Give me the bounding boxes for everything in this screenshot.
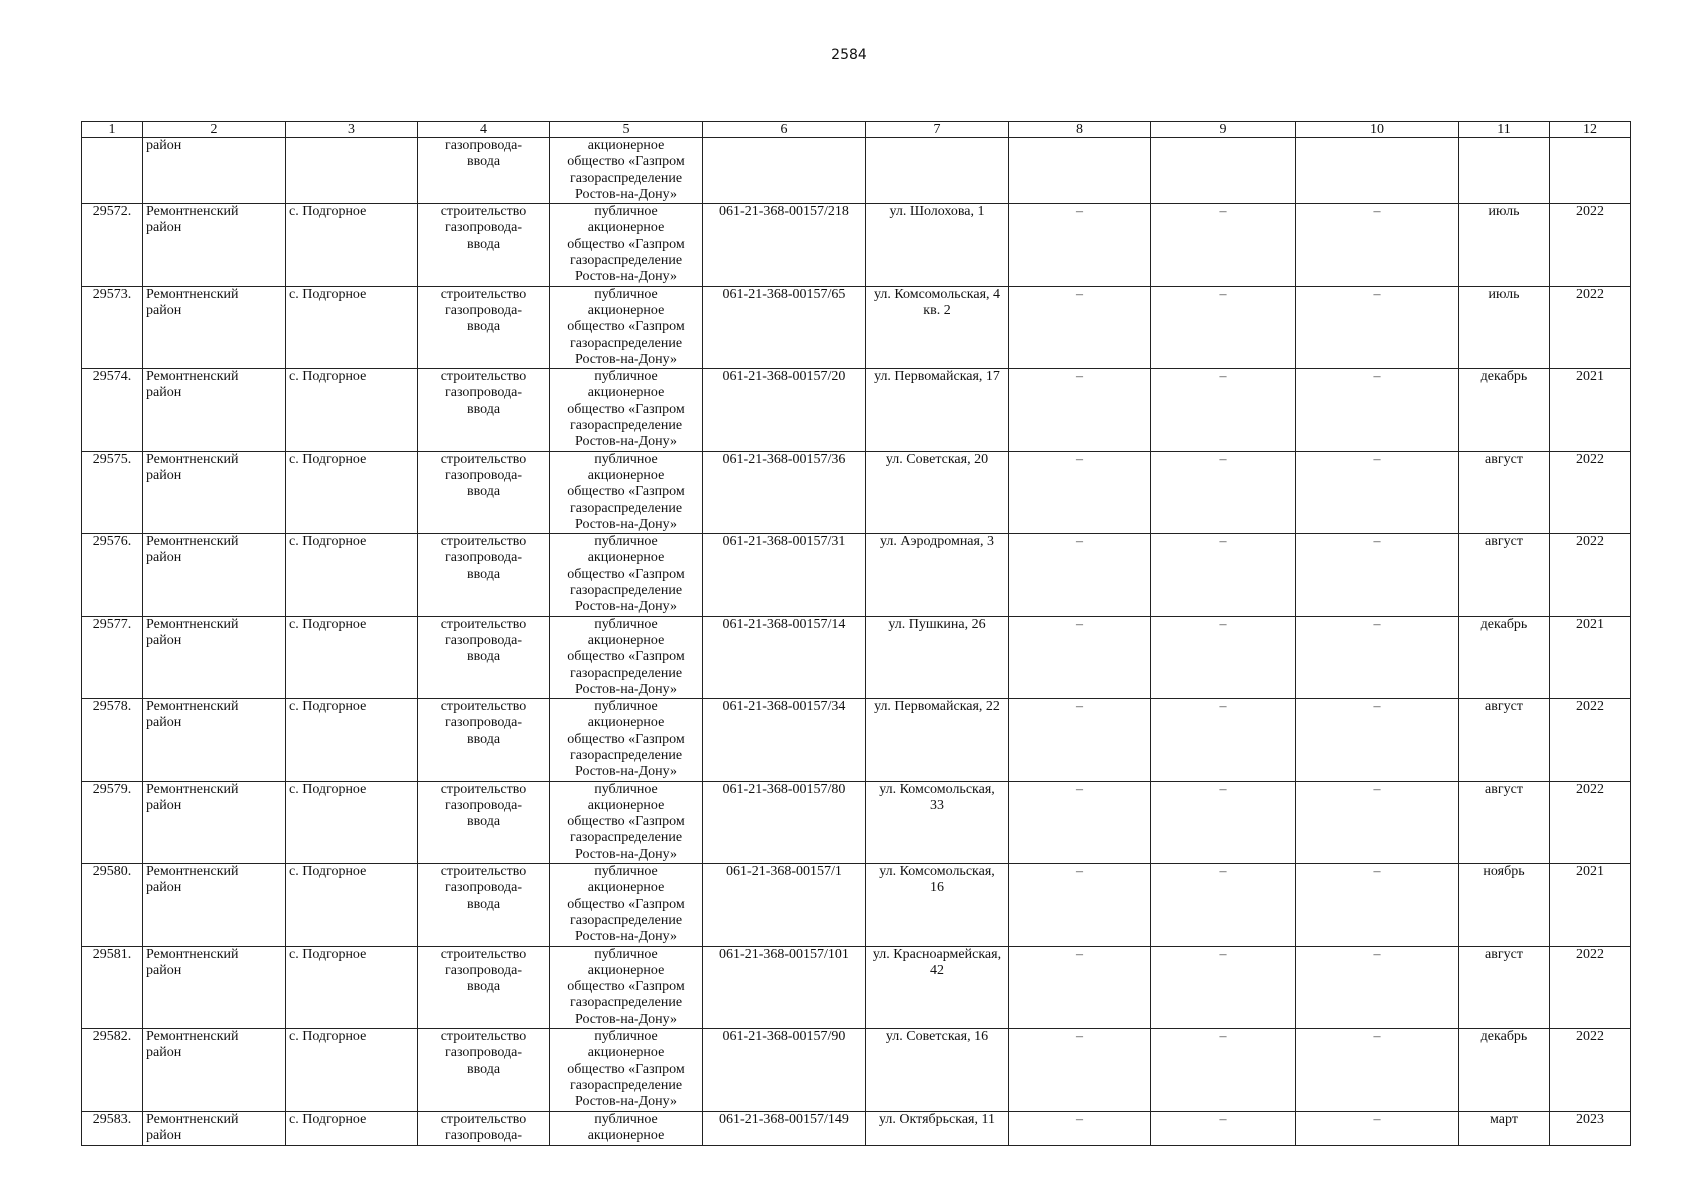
header-cell: 12	[1550, 122, 1631, 138]
cell-organization: публичное акционерное общество «Газпром газораспределение Ростов-на-Дону»	[550, 864, 703, 946]
cell-col10	[1296, 138, 1459, 204]
cell-col10: –	[1296, 781, 1459, 863]
cell-settlement: с. Подгорное	[286, 1029, 418, 1111]
header-cell: 5	[550, 122, 703, 138]
cell-district: Ремонтненский район	[143, 699, 286, 781]
cell-work-type: строительство газопровода- ввода	[418, 946, 550, 1028]
cell-col8: –	[1009, 1029, 1151, 1111]
cell-col8: –	[1009, 286, 1151, 368]
cell-address: ул. Пушкина, 26	[866, 616, 1009, 698]
cell-col9: –	[1151, 451, 1296, 533]
cell-organization: публичное акционерное общество «Газпром газораспределение Ростов-на-Дону»	[550, 616, 703, 698]
cell-col10: –	[1296, 946, 1459, 1028]
cell-settlement: с. Подгорное	[286, 369, 418, 451]
cell-num: 29579.	[82, 781, 143, 863]
cell-num: 29578.	[82, 699, 143, 781]
cell-district: район	[143, 138, 286, 204]
cell-organization: публичное акционерное общество «Газпром газораспределение Ростов-на-Дону»	[550, 781, 703, 863]
cell-district: Ремонтненский район	[143, 204, 286, 286]
cell-address: ул. Октябрьская, 11	[866, 1111, 1009, 1145]
cell-settlement: с. Подгорное	[286, 946, 418, 1028]
cell-year: 2021	[1550, 864, 1631, 946]
cell-code	[703, 138, 866, 204]
cell-col8: –	[1009, 204, 1151, 286]
table-row	[82, 204, 1631, 286]
cell-work-type: строительство газопровода- ввода	[418, 286, 550, 368]
header-cell: 4	[418, 122, 550, 138]
cell-year: 2022	[1550, 1029, 1631, 1111]
cell-col10: –	[1296, 451, 1459, 533]
cell-code: 061-21-368-00157/36	[703, 451, 866, 533]
cell-month: декабрь	[1459, 616, 1550, 698]
cell-col8: –	[1009, 369, 1151, 451]
cell-organization: публичное акционерное общество «Газпром газораспределение Ростов-на-Дону»	[550, 369, 703, 451]
cell-year: 2023	[1550, 1111, 1631, 1145]
cell-num: 29576.	[82, 534, 143, 616]
cell-organization: публичное акционерное	[550, 1111, 703, 1145]
cell-num: 29583.	[82, 1111, 143, 1145]
cell-district: Ремонтненский район	[143, 369, 286, 451]
cell-year: 2022	[1550, 204, 1631, 286]
cell-col10: –	[1296, 204, 1459, 286]
cell-year: 2022	[1550, 534, 1631, 616]
cell-address: ул. Первомайская, 17	[866, 369, 1009, 451]
cell-month: июль	[1459, 204, 1550, 286]
cell-col10: –	[1296, 286, 1459, 368]
cell-col9: –	[1151, 1029, 1296, 1111]
table-row	[82, 286, 1631, 368]
cell-col8: –	[1009, 699, 1151, 781]
cell-settlement: с. Подгорное	[286, 204, 418, 286]
cell-organization: публичное акционерное общество «Газпром газораспределение Ростов-на-Дону»	[550, 286, 703, 368]
cell-num: 29580.	[82, 864, 143, 946]
cell-district: Ремонтненский район	[143, 534, 286, 616]
cell-settlement: с. Подгорное	[286, 451, 418, 533]
cell-code: 061-21-368-00157/65	[703, 286, 866, 368]
cell-col8: –	[1009, 1111, 1151, 1145]
table-row	[82, 781, 1631, 863]
cell-code: 061-21-368-00157/31	[703, 534, 866, 616]
header-cell: 9	[1151, 122, 1296, 138]
cell-district: Ремонтненский район	[143, 451, 286, 533]
cell-num: 29575.	[82, 451, 143, 533]
cell-settlement: с. Подгорное	[286, 699, 418, 781]
cell-num: 29582.	[82, 1029, 143, 1111]
cell-code: 061-21-368-00157/1	[703, 864, 866, 946]
header-cell: 6	[703, 122, 866, 138]
cell-address: ул. Комсомольская, 33	[866, 781, 1009, 863]
header-cell: 3	[286, 122, 418, 138]
cell-year: 2022	[1550, 781, 1631, 863]
cell-code: 061-21-368-00157/90	[703, 1029, 866, 1111]
cell-col10: –	[1296, 699, 1459, 781]
cell-col9: –	[1151, 616, 1296, 698]
cell-settlement	[286, 138, 418, 204]
header-cell: 2	[143, 122, 286, 138]
cell-work-type: строительство газопровода- ввода	[418, 1029, 550, 1111]
cell-organization: публичное акционерное общество «Газпром газораспределение Ростов-на-Дону»	[550, 204, 703, 286]
cell-col9: –	[1151, 286, 1296, 368]
cell-year: 2021	[1550, 616, 1631, 698]
cell-work-type: строительство газопровода-	[418, 1111, 550, 1145]
cell-col9: –	[1151, 699, 1296, 781]
cell-district: Ремонтненский район	[143, 286, 286, 368]
cell-year: 2022	[1550, 286, 1631, 368]
cell-col9: –	[1151, 946, 1296, 1028]
cell-work-type: строительство газопровода- ввода	[418, 616, 550, 698]
cell-settlement: с. Подгорное	[286, 1111, 418, 1145]
cell-work-type: строительство газопровода- ввода	[418, 864, 550, 946]
cell-settlement: с. Подгорное	[286, 286, 418, 368]
cell-settlement: с. Подгорное	[286, 616, 418, 698]
cell-month: июль	[1459, 286, 1550, 368]
cell-code: 061-21-368-00157/80	[703, 781, 866, 863]
cell-num: 29572.	[82, 204, 143, 286]
cell-organization: публичное акционерное общество «Газпром газораспределение Ростов-на-Дону»	[550, 451, 703, 533]
cell-organization: акционерное общество «Газпром газораспределение Ростов-на-Дону»	[550, 138, 703, 204]
cell-work-type: газопровода- ввода	[418, 138, 550, 204]
page-number: 2584	[831, 47, 867, 63]
cell-month: март	[1459, 1111, 1550, 1145]
cell-month: август	[1459, 699, 1550, 781]
cell-col9: –	[1151, 204, 1296, 286]
cell-address: ул. Первомайская, 22	[866, 699, 1009, 781]
cell-col8: –	[1009, 781, 1151, 863]
cell-code: 061-21-368-00157/149	[703, 1111, 866, 1145]
cell-col10: –	[1296, 1111, 1459, 1145]
header-cell: 10	[1296, 122, 1459, 138]
cell-work-type: строительство газопровода- ввода	[418, 781, 550, 863]
cell-col10: –	[1296, 534, 1459, 616]
cell-month: август	[1459, 451, 1550, 533]
cell-year	[1550, 138, 1631, 204]
cell-col8: –	[1009, 864, 1151, 946]
cell-organization: публичное акционерное общество «Газпром газораспределение Ростов-на-Дону»	[550, 946, 703, 1028]
header-cell: 1	[82, 122, 143, 138]
cell-address: ул. Советская, 16	[866, 1029, 1009, 1111]
cell-num	[82, 138, 143, 204]
cell-work-type: строительство газопровода- ввода	[418, 204, 550, 286]
cell-col10: –	[1296, 616, 1459, 698]
cell-col8	[1009, 138, 1151, 204]
cell-col9: –	[1151, 781, 1296, 863]
header-row	[82, 122, 1631, 138]
header-cell: 7	[866, 122, 1009, 138]
cell-work-type: строительство газопровода- ввода	[418, 699, 550, 781]
table-row	[82, 946, 1631, 1028]
cell-address: ул. Аэродромная, 3	[866, 534, 1009, 616]
cell-month	[1459, 138, 1550, 204]
cell-district: Ремонтненский район	[143, 616, 286, 698]
cell-code: 061-21-368-00157/101	[703, 946, 866, 1028]
cell-month: август	[1459, 534, 1550, 616]
cell-num: 29573.	[82, 286, 143, 368]
cell-month: ноябрь	[1459, 864, 1550, 946]
cell-organization: публичное акционерное общество «Газпром газораспределение Ростов-на-Дону»	[550, 1029, 703, 1111]
cell-district: Ремонтненский район	[143, 1029, 286, 1111]
table-row	[82, 1029, 1631, 1111]
cell-month: август	[1459, 781, 1550, 863]
cell-work-type: строительство газопровода- ввода	[418, 451, 550, 533]
cell-col8: –	[1009, 616, 1151, 698]
cell-address: ул. Шолохова, 1	[866, 204, 1009, 286]
cell-address: ул. Комсомольская, 16	[866, 864, 1009, 946]
cell-work-type: строительство газопровода- ввода	[418, 369, 550, 451]
cell-month: август	[1459, 946, 1550, 1028]
cell-code: 061-21-368-00157/20	[703, 369, 866, 451]
cell-address	[866, 138, 1009, 204]
cell-col8: –	[1009, 946, 1151, 1028]
cell-num: 29581.	[82, 946, 143, 1028]
table-row	[82, 616, 1631, 698]
cell-col9: –	[1151, 534, 1296, 616]
cell-district: Ремонтненский район	[143, 946, 286, 1028]
cell-year: 2022	[1550, 699, 1631, 781]
cell-col9	[1151, 138, 1296, 204]
cell-col9: –	[1151, 864, 1296, 946]
table-row	[82, 369, 1631, 451]
cell-year: 2021	[1550, 369, 1631, 451]
cell-month: декабрь	[1459, 1029, 1550, 1111]
cell-address: ул. Советская, 20	[866, 451, 1009, 533]
cell-district: Ремонтненский район	[143, 781, 286, 863]
header-cell: 11	[1459, 122, 1550, 138]
cell-year: 2022	[1550, 451, 1631, 533]
cell-code: 061-21-368-00157/218	[703, 204, 866, 286]
header-cell: 8	[1009, 122, 1151, 138]
cell-col9: –	[1151, 1111, 1296, 1145]
cell-col8: –	[1009, 534, 1151, 616]
cell-organization: публичное акционерное общество «Газпром газораспределение Ростов-на-Дону»	[550, 699, 703, 781]
cell-organization: публичное акционерное общество «Газпром газораспределение Ростов-на-Дону»	[550, 534, 703, 616]
table-row	[82, 699, 1631, 781]
cell-col10: –	[1296, 864, 1459, 946]
cell-settlement: с. Подгорное	[286, 781, 418, 863]
cell-code: 061-21-368-00157/34	[703, 699, 866, 781]
cell-num: 29574.	[82, 369, 143, 451]
cell-district: Ремонтненский район	[143, 864, 286, 946]
cell-col10: –	[1296, 1029, 1459, 1111]
gas-pipeline-table	[81, 121, 1631, 1146]
cell-settlement: с. Подгорное	[286, 864, 418, 946]
cell-col9: –	[1151, 369, 1296, 451]
table-row	[82, 451, 1631, 533]
table-row	[82, 864, 1631, 946]
cell-col10: –	[1296, 369, 1459, 451]
cell-work-type: строительство газопровода- ввода	[418, 534, 550, 616]
continuation-row	[82, 138, 1631, 204]
table-row	[82, 1111, 1631, 1145]
table-row	[82, 534, 1631, 616]
cell-district: Ремонтненский район	[143, 1111, 286, 1145]
cell-month: декабрь	[1459, 369, 1550, 451]
cell-year: 2022	[1550, 946, 1631, 1028]
cell-address: ул. Комсомольская, 4 кв. 2	[866, 286, 1009, 368]
cell-address: ул. Красноармейская, 42	[866, 946, 1009, 1028]
cell-num: 29577.	[82, 616, 143, 698]
cell-code: 061-21-368-00157/14	[703, 616, 866, 698]
cell-col8: –	[1009, 451, 1151, 533]
cell-settlement: с. Подгорное	[286, 534, 418, 616]
